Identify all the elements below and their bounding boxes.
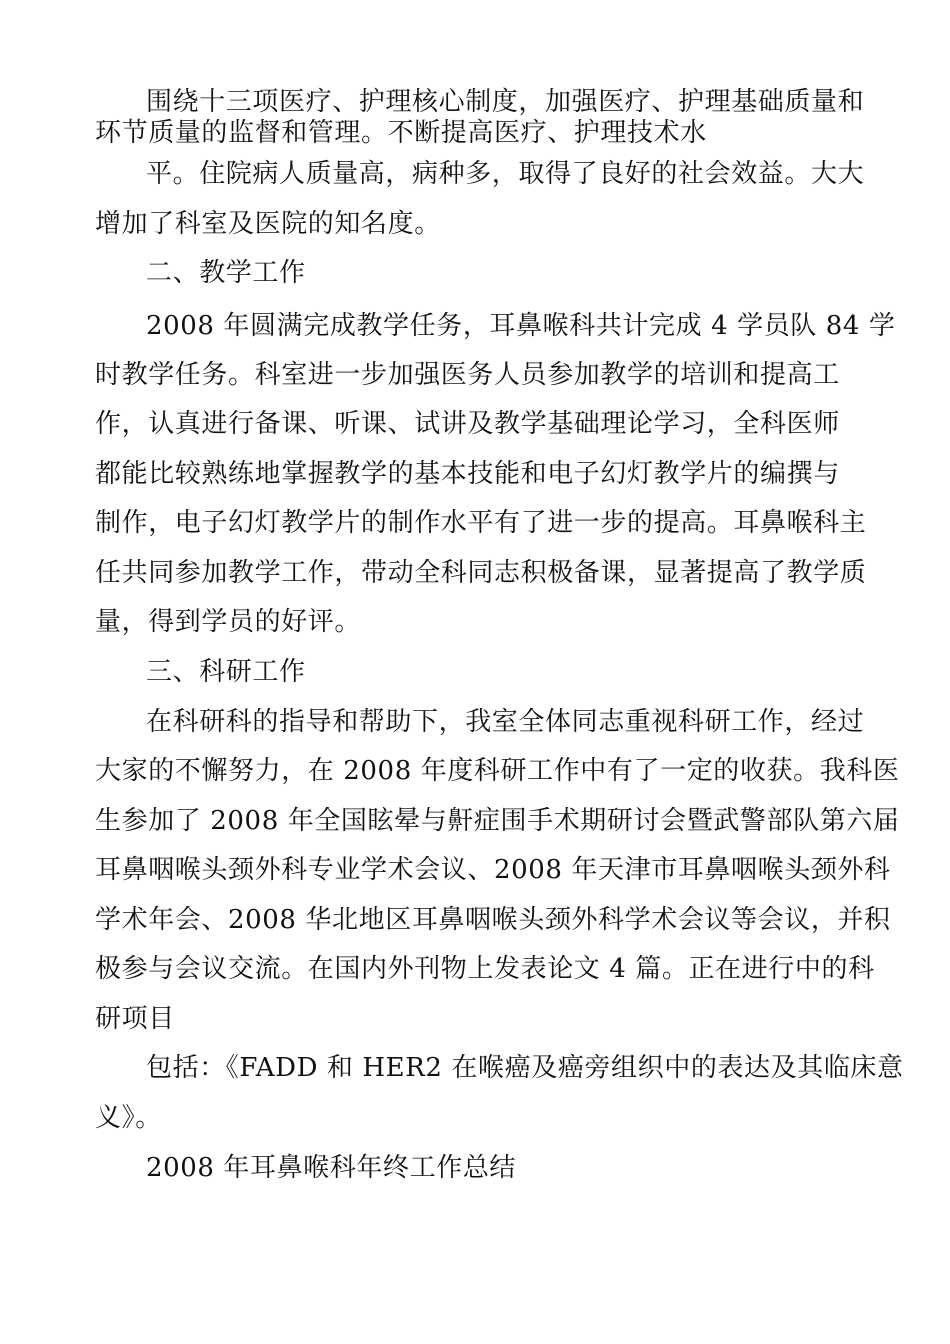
text-line: 大家的不懈努力，在 2008 年度科研工作中有了一定的收获。我科医	[95, 756, 900, 786]
text-line: 2008 年圆满完成教学任务，耳鼻喉科共计完成 4 学员队 84 学	[146, 311, 896, 341]
text-line: 包括：《FADD 和 HER2 在喉癌及癌旁组织中的表达及其临床意	[146, 1053, 904, 1083]
text-line: 生参加了 2008 年全国眩晕与鼾症围手术期研讨会暨武警部队第六届	[95, 806, 900, 836]
section-heading: 三、科研工作	[146, 657, 306, 687]
text-line: 耳鼻咽喉头颈外科专业学术会议、2008 年天津市耳鼻咽喉头颈外科	[95, 855, 891, 885]
section-heading: 二、教学工作	[146, 258, 306, 288]
document-title: 2008 年耳鼻喉科年终工作总结	[146, 1153, 517, 1183]
text-line: 量，得到学员的好评。	[95, 607, 362, 637]
text-line: 作，认真进行备课、听课、试讲及教学基础理论学习，全科医师	[95, 409, 840, 439]
text-line: 学术年会、2008 华北地区耳鼻咽喉头颈外科学术会议等会议，并积	[95, 905, 891, 935]
text-line: 都能比较熟练地掌握教学的基本技能和电子幻灯教学片的编撰与	[95, 459, 840, 489]
text-line: 制作，电子幻灯教学片的制作水平有了进一步的提高。耳鼻喉科主	[95, 508, 867, 538]
text-line: 义》。	[95, 1103, 162, 1133]
text-line: 增加了科室及医院的知名度。	[95, 209, 441, 239]
text-line: 在科研科的指导和帮助下，我室全体同志重视科研工作，经过	[146, 707, 865, 737]
text-line: 任共同参加教学工作，带动全科同志积极备课，显著提高了教学质	[95, 558, 867, 588]
text-line: 极参与会议交流。在国内外刊物上发表论文 4 篇。正在进行中的科	[95, 954, 875, 984]
text-line: 围绕十三项医疗、护理核心制度，加强医疗、护理基础质量和	[146, 87, 865, 117]
text-line: 环节质量的监督和管理。不断提高医疗、护理技术水	[95, 118, 707, 148]
text-line: 平。住院病人质量高，病种多，取得了良好的社会效益。大大	[146, 159, 865, 189]
text-line: 时教学任务。科室进一步加强医务人员参加教学的培训和提高工	[95, 360, 840, 390]
text-line: 研项目	[95, 1004, 175, 1034]
